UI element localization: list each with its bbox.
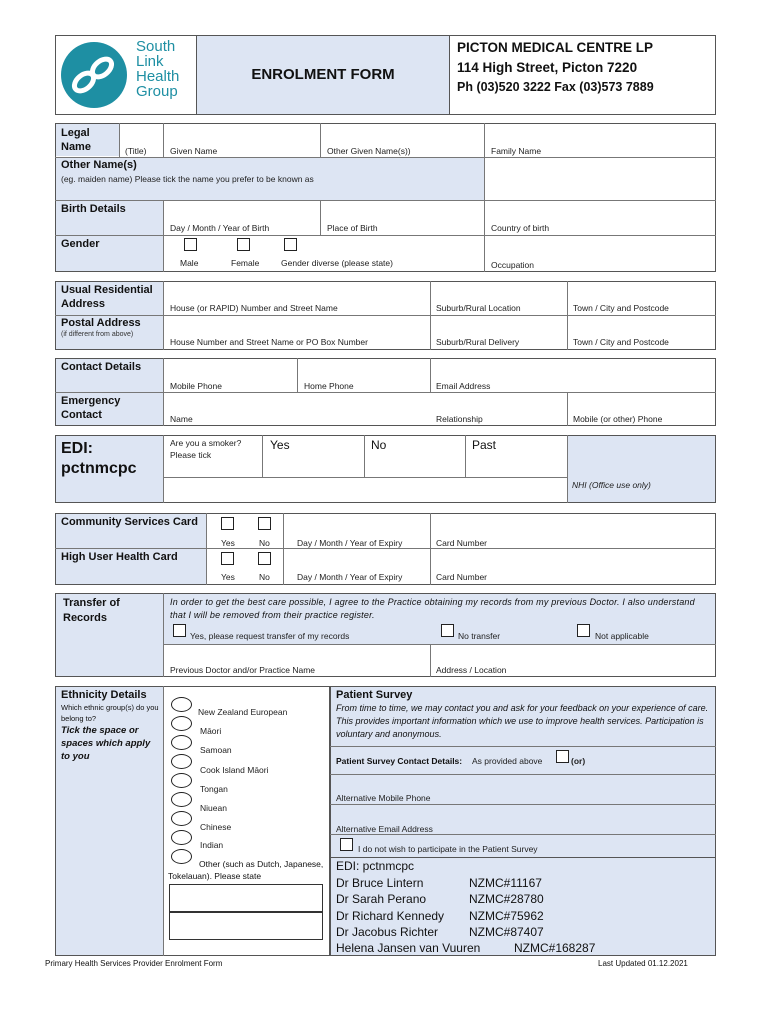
usual-residential-label: Usual Residential Address <box>61 284 153 310</box>
postal-address-label: Postal Address <box>61 317 141 329</box>
female-label: Female <box>231 258 260 268</box>
community-expiry-label: Day / Month / Year of Expiry <box>297 538 403 548</box>
doctor-name-0: Dr Bruce Lintern <box>336 876 424 890</box>
mobile-label: Mobile Phone <box>170 381 222 391</box>
community-yes-label: Yes <box>221 538 235 548</box>
high-user-yes-checkbox[interactable] <box>221 552 234 565</box>
gender-diverse-checkbox[interactable] <box>284 238 297 251</box>
male-checkbox[interactable] <box>184 238 197 251</box>
community-card-label: Community Services Card <box>61 516 198 528</box>
no-transfer-checkbox[interactable] <box>441 624 454 637</box>
ethnicity-title: Ethnicity Details <box>61 689 147 701</box>
legal-name-label: Legal Name <box>61 127 91 153</box>
contact-details-label: Contact Details <box>61 361 142 373</box>
edi-line1: EDI: <box>61 440 93 457</box>
doctor-code-0: NZMC#11167 <box>469 876 542 890</box>
high-user-no-label: No <box>259 572 270 582</box>
ethnicity-option-8: Other (such as Dutch, Japanese, Tokelauan). Please state <box>168 859 324 881</box>
survey-as-provided-label: As provided above <box>472 756 543 766</box>
community-no-checkbox[interactable] <box>258 517 271 530</box>
not-applicable-checkbox[interactable] <box>577 624 590 637</box>
community-yes-checkbox[interactable] <box>221 517 234 530</box>
birth-details-label: Birth Details <box>61 203 126 215</box>
survey-opt-out-checkbox[interactable] <box>340 838 353 851</box>
alt-mobile-label: Alternative Mobile Phone <box>336 793 431 803</box>
logo-text-3: Health <box>136 68 180 85</box>
ethnicity-option-5-radio[interactable] <box>171 792 192 807</box>
footer-left: Primary Health Services Provider Enrolment Form <box>45 959 223 968</box>
high-user-no-checkbox[interactable] <box>258 552 271 565</box>
edi-line2: pctnmcpc <box>61 460 137 477</box>
doctor-name-2: Dr Richard Kennedy <box>336 909 445 923</box>
family-name-label: Family Name <box>491 146 542 156</box>
ethnicity-option-3: Cook Island Māori <box>200 765 269 775</box>
given-name-label: Given Name <box>170 146 218 156</box>
occupation-label: Occupation <box>491 260 534 270</box>
transfer-yes-checkbox[interactable] <box>173 624 186 637</box>
place-of-birth-label: Place of Birth <box>327 223 378 233</box>
survey-opt-out-label: I do not wish to participate in the Patient Survey <box>358 844 538 854</box>
practice-phone: Ph (03)520 3222 Fax (03)573 7889 <box>457 80 654 94</box>
address-location-label: Address / Location <box>436 665 507 675</box>
high-user-card-number-label: Card Number <box>436 572 488 582</box>
gender-label: Gender <box>61 238 100 250</box>
ethnicity-option-2: Samoan <box>200 745 232 755</box>
logo-text-2: Link <box>136 53 164 70</box>
form-title: ENROLMENT FORM <box>251 66 395 83</box>
house-street-label: House (or RAPID) Number and Street Name <box>170 303 338 313</box>
home-phone-label: Home Phone <box>304 381 354 391</box>
mobile-other-label: Mobile (or other) Phone <box>573 414 663 424</box>
smoker-past[interactable]: Past <box>472 438 497 452</box>
smoker-label: Are you a smoker? <box>170 438 242 448</box>
emergency-label: Emergency Contact <box>61 395 121 421</box>
ethnicity-option-1: Māori <box>200 726 222 736</box>
high-user-card-label: High User Health Card <box>61 551 178 563</box>
other-names-label: Other Name(s) <box>61 159 137 171</box>
survey-text: From time to time, we may contact you and ask for your feedback on your experience of care. This provides important information which we use to improve health services. Participation is voluntary and anonymous. <box>336 703 709 739</box>
female-checkbox[interactable] <box>237 238 250 251</box>
doctor-code-3: NZMC#87407 <box>469 925 544 939</box>
practice-address: 114 High Street, Picton 7220 <box>457 60 638 75</box>
ethnicity-option-3-radio[interactable] <box>171 754 192 769</box>
doctor-code-4: NZMC#168287 <box>514 941 596 955</box>
ethnicity-option-1-radio[interactable] <box>171 716 192 731</box>
smoker-no[interactable]: No <box>371 438 387 452</box>
suburb-rural-label: Suburb/Rural Location <box>436 303 521 313</box>
ethnicity-option-7: Indian <box>200 840 224 850</box>
logo-text-4: Group <box>136 83 178 100</box>
logo <box>58 38 194 112</box>
community-card-number-label: Card Number <box>436 538 488 548</box>
logo-text-1: South <box>136 38 176 55</box>
survey-as-provided-checkbox[interactable] <box>556 750 569 763</box>
town-city2-label: Town / City and Postcode <box>573 337 669 347</box>
ethnicity-option-7-radio[interactable] <box>171 830 192 845</box>
logo-icon <box>58 38 128 112</box>
doctor-name-3: Dr Jacobus Richter <box>336 925 439 939</box>
ethnicity-question: Which ethnic group(s) do you belong to? <box>61 703 159 723</box>
ethnicity-option-5: Niuean <box>200 803 227 813</box>
practice-name: PICTON MEDICAL CENTRE LP <box>457 40 654 55</box>
dob-label: Day / Month / Year of Birth <box>170 223 270 233</box>
survey-contact-label: Patient Survey Contact Details: <box>336 756 463 766</box>
nhi-cell <box>567 436 715 502</box>
other-given-label: Other Given Name(s)) <box>327 146 411 156</box>
please-tick-label: Please tick <box>170 450 212 460</box>
postal-note: (if different from above) <box>61 331 134 338</box>
footer-right: Last Updated 01.12.2021 <box>598 959 688 968</box>
ethnicity-option-4: Tongan <box>200 784 228 794</box>
ethnicity-option-2-radio[interactable] <box>171 735 192 750</box>
suburb-delivery-label: Suburb/Rural Delivery <box>436 337 520 347</box>
other-names-note: (eg. maiden name) Please tick the name you prefer to be known as <box>61 174 314 184</box>
title-label: (Title) <box>125 146 147 156</box>
ethnicity-option-6-radio[interactable] <box>171 811 192 826</box>
country-of-birth-label: Country of birth <box>491 223 550 233</box>
transfer-title: Transfer of Records <box>63 597 120 624</box>
ethnicity-option-0: New Zealand European <box>198 707 288 717</box>
ethnicity-other-input-2[interactable] <box>169 912 323 940</box>
survey-title: Patient Survey <box>336 689 413 701</box>
doctor-name-4: Helena Jansen van Vuuren <box>336 941 481 955</box>
doctor-code-1: NZMC#28780 <box>469 892 544 906</box>
community-no-label: No <box>259 538 270 548</box>
ethnicity-option-4-radio[interactable] <box>171 773 192 788</box>
transfer-yes-label: Yes, please request transfer of my records <box>190 631 350 641</box>
high-user-expiry-label: Day / Month / Year of Expiry <box>297 572 403 582</box>
emergency-name-label: Name <box>170 414 193 424</box>
prev-doctor-label: Previous Doctor and/or Practice Name <box>170 665 316 675</box>
house-po-label: House Number and Street Name or PO Box Number <box>170 337 368 347</box>
ethnicity-instruction: Tick the space or spaces which apply to you <box>61 725 151 762</box>
high-user-yes-label: Yes <box>221 572 235 582</box>
ethnicity-other-input-1[interactable] <box>169 884 323 912</box>
male-label: Male <box>180 258 199 268</box>
email-label: Email Address <box>436 381 491 391</box>
transfer-statement: In order to get the best care possible, I agree to the Practice obtaining my records from my previous Doctor. I also understand that I will be removed from their practice register. <box>170 597 695 620</box>
alt-email-label: Alternative Email Address <box>336 824 433 834</box>
ethnicity-option-0-radio[interactable] <box>171 697 192 712</box>
gender-diverse-label: Gender diverse (please state) <box>281 258 393 268</box>
relationship-label: Relationship <box>436 414 483 424</box>
doctors-edi: EDI: pctnmcpc <box>336 859 415 873</box>
no-transfer-label: No transfer <box>458 631 501 641</box>
nhi-label: NHI (Office use only) <box>572 480 651 490</box>
smoker-yes[interactable]: Yes <box>270 438 290 452</box>
doctor-code-2: NZMC#75962 <box>469 909 544 923</box>
town-city-label: Town / City and Postcode <box>573 303 669 313</box>
survey-or-label: (or) <box>571 756 586 766</box>
not-applicable-label: Not applicable <box>595 631 649 641</box>
ethnicity-option-6: Chinese <box>200 822 232 832</box>
doctor-name-1: Dr Sarah Perano <box>336 892 427 906</box>
